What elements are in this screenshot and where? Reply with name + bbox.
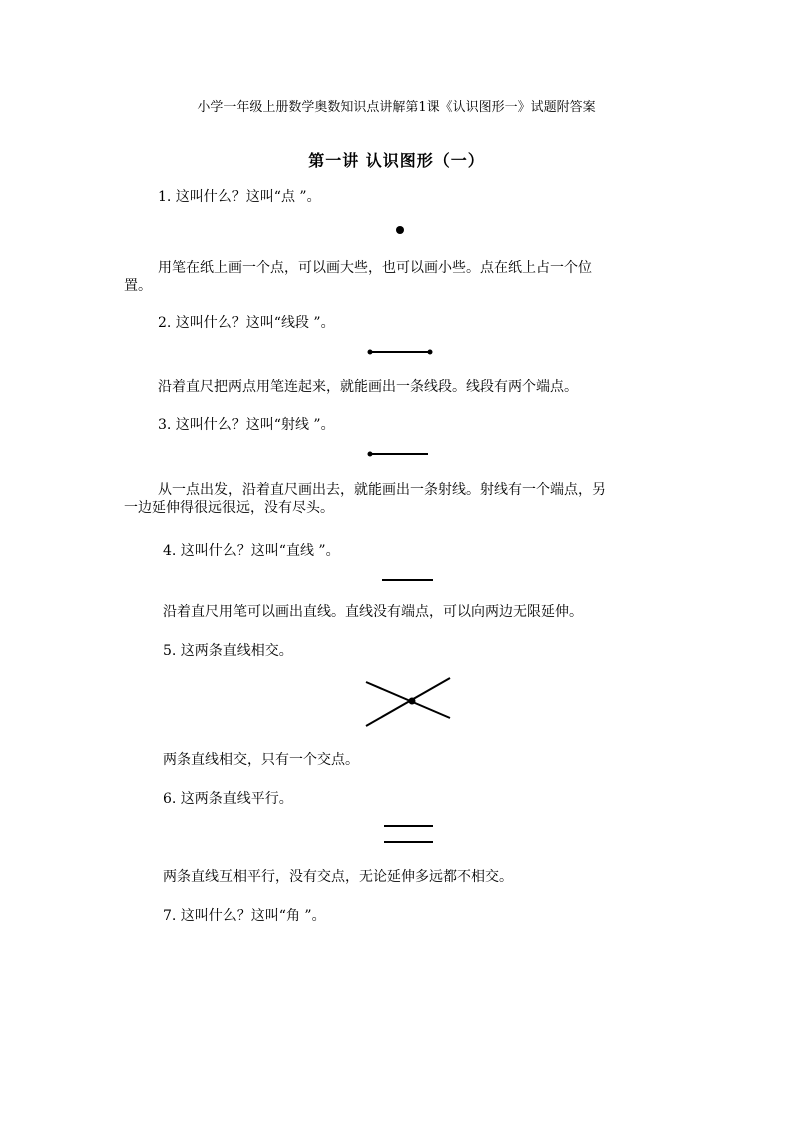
- question-3: 3. 这叫什么？这叫“射线 ”。: [158, 417, 335, 433]
- question-6: 6. 这两条直线平行。: [163, 791, 293, 807]
- paragraph-straight-line: 沿着直尺用笔可以画出直线。直线没有端点，可以向两边无限延伸。: [163, 604, 583, 620]
- ray-figure: [366, 448, 432, 460]
- paragraph-intersect: 两条直线相交，只有一个交点。: [163, 752, 359, 768]
- paragraph-point-line2: 置。: [124, 278, 152, 294]
- question-1: 1. 这叫什么？这叫“点 ”。: [158, 189, 321, 205]
- lesson-title: 第一讲 认识图形（一）: [308, 151, 485, 170]
- question-5: 5. 这两条直线相交。: [163, 643, 293, 659]
- document-header: 小学一年级上册数学奥数知识点讲解第1课《认识图形一》试题附答案: [197, 100, 596, 115]
- paragraph-segment: 沿着直尺把两点用笔连起来，就能画出一条线段。线段有两个端点。: [158, 379, 578, 395]
- straight-line-figure: [382, 574, 434, 586]
- question-4: 4. 这叫什么？这叫“直线 ”。: [163, 543, 340, 559]
- parallel-lines-figure: [382, 820, 436, 848]
- point-figure: [390, 222, 410, 238]
- line-segment-figure: [366, 346, 436, 358]
- intersecting-lines-figure: [364, 676, 454, 730]
- paragraph-ray-line2: 一边延伸得很远很远，没有尽头。: [124, 500, 334, 516]
- paragraph-parallel: 两条直线互相平行，没有交点，无论延伸多远都不相交。: [163, 869, 513, 885]
- paragraph-ray-line1: 从一点出发，沿着直尺画出去，就能画出一条射线。射线有一个端点，另: [158, 482, 606, 498]
- question-7: 7. 这叫什么？这叫“角 ”。: [163, 908, 326, 924]
- question-2: 2. 这叫什么？这叫“线段 ”。: [158, 315, 335, 331]
- paragraph-point-line1: 用笔在纸上画一个点，可以画大些，也可以画小些。点在纸上占一个位: [158, 260, 592, 276]
